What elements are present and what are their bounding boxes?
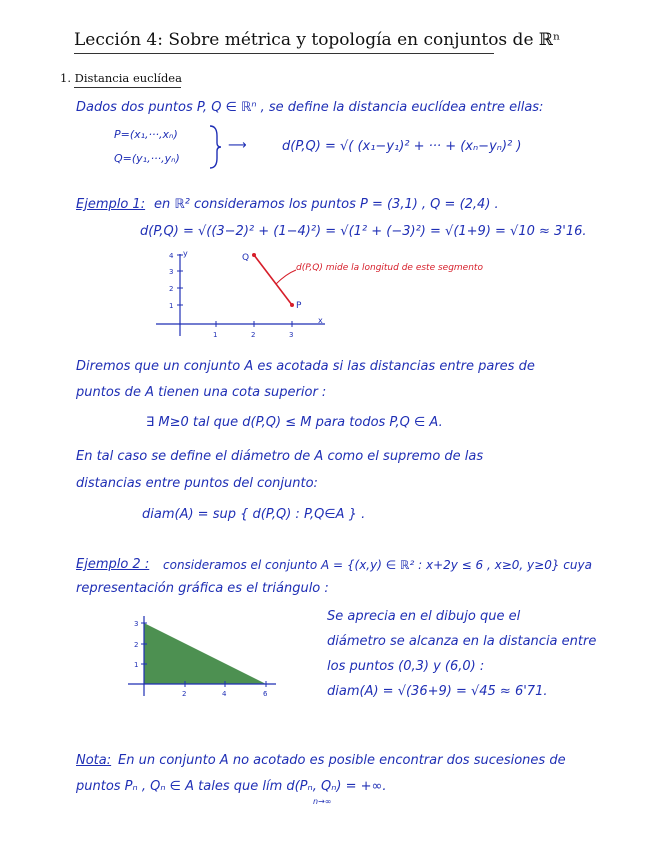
arrow: ⟶ (228, 138, 247, 153)
example2-right-line3: los puntos (0,3) y (6,0) : (327, 659, 485, 674)
y-tick-label: 4 (169, 252, 174, 260)
bounded-condition: ∃ M≥0 tal que d(P,Q) ≤ M para todos P,Q ∈ A. (146, 415, 443, 430)
bounded-line3: En tal caso se define el diámetro de A como el supremo de las (76, 449, 484, 464)
example2-graph (124, 612, 284, 702)
x-tick-label: 6 (263, 690, 268, 698)
bounded-line4: distancias entre puntos del conjunto: (76, 476, 318, 491)
note-line2: puntos Pₙ , Qₙ ∈ A tales que lím d(Pₙ, Qₙ) = +∞. (76, 779, 387, 794)
example1-label: Ejemplo 1: (76, 197, 146, 212)
page-title: Lección 4: Sobre métrica y topología en conjuntos de ℝⁿ (74, 30, 561, 50)
example1-text: en ℝ² consideramos los puntos P = (3,1) , Q = (2,4) . (154, 197, 499, 212)
intro-line: Dados dos puntos P, Q ∈ ℝⁿ , se define la distancia euclídea entre ellas: (76, 100, 544, 115)
diameter-definition: diam(A) = sup { d(P,Q) : P,Q∈A } . (142, 507, 366, 522)
bounded-line2: puntos de A tienen una cota superior : (76, 385, 327, 400)
example2-label: Ejemplo 2 : (76, 557, 150, 572)
y-axis-label: y (183, 249, 188, 258)
q-definition: Q=(y₁,···,yₙ) (114, 152, 180, 165)
right-brace (208, 124, 222, 170)
example1-graph (150, 248, 330, 340)
p-definition: P=(x₁,···,xₙ) (114, 128, 178, 141)
segment-pq (254, 255, 292, 305)
x-tick-label: 2 (251, 331, 256, 339)
section-heading: 1. Distancia euclídea (60, 71, 182, 85)
limit-subscript: n→∞ (313, 797, 332, 806)
title-underline (74, 53, 494, 54)
x-tick-label: 3 (289, 331, 294, 339)
example2-right-line4: diam(A) = √(36+9) = √45 ≈ 6'71. (327, 684, 548, 699)
y-tick-label: 3 (134, 620, 139, 628)
point-q-label: Q (242, 253, 250, 263)
bounded-line1: Diremos que un conjunto A es acotada si las distancias entre pares de (76, 359, 535, 374)
y-tick-label: 2 (169, 285, 174, 293)
y-tick-label: 1 (134, 661, 139, 669)
example1-annotation: d(P,Q) mide la longitud de este segmento (296, 263, 483, 273)
example2-text: consideramos el conjunto A = {(x,y) ∈ ℝ² : x+2y ≤ 6 , x≥0, y≥0} cuya (163, 558, 592, 572)
y-tick-label: 2 (134, 641, 139, 649)
y-tick-label: 1 (169, 302, 174, 310)
triangle-region (144, 623, 266, 684)
point-p-label: P (296, 301, 302, 311)
example2-text2: representación gráfica es el triángulo : (76, 581, 329, 596)
x-axis-label: x (318, 316, 323, 325)
example2-right-line1: Se aprecia en el dibujo que el (327, 609, 521, 624)
point-p (290, 303, 294, 307)
note-label: Nota: (76, 753, 112, 768)
note-line1: En un conjunto A no acotado es posible encontrar dos sucesiones de (118, 753, 566, 768)
annotation-arrow (276, 270, 296, 284)
distance-formula: d(P,Q) = √( (x₁−y₁)² + ··· + (xₙ−yₙ)² ) (282, 139, 522, 154)
x-tick-label: 4 (222, 690, 227, 698)
x-tick-label: 1 (213, 331, 218, 339)
point-q (252, 253, 256, 257)
example1-calculation: d(P,Q) = √((3−2)² + (1−4)²) = √(1² + (−3)²) = √(1+9) = √10 ≈ 3'16. (140, 224, 587, 239)
example2-right-line2: diámetro se alcanza en la distancia entre (327, 634, 597, 649)
x-tick-label: 2 (182, 690, 187, 698)
section-underline (74, 87, 181, 88)
y-tick-label: 3 (169, 268, 174, 276)
